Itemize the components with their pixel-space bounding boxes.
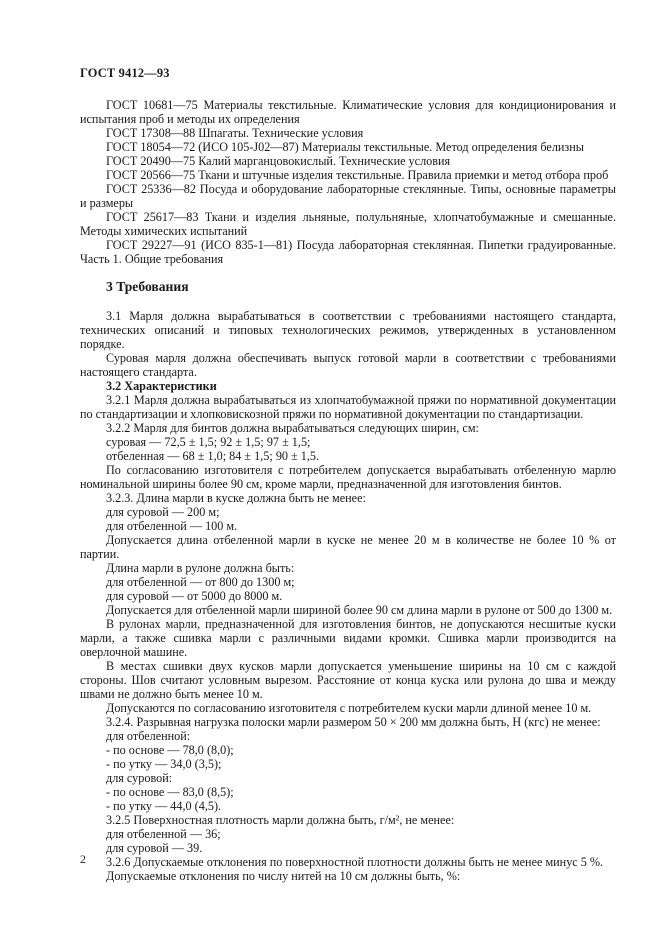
paragraph: 3.2.5 Поверхностная плотность марли должна быть, г/м², не менее: <box>106 813 455 827</box>
list-line: - по основе — 78,0 (8,0); <box>106 743 234 757</box>
list-line: суровая — 72,5 ± 1,5; 92 ± 1,5; 97 ± 1,5; <box>106 435 311 449</box>
list-line: для суровой — 39. <box>106 841 203 855</box>
list-line: для суровой — от 5000 до 8000 м. <box>106 589 283 603</box>
paragraph: 3.2.1 Марля должна вырабатываться из хлопчатобумажной пряжи по нормативной документации по стандартизации и хлопковискозной пряжи по нормативной документации по стандартизации. <box>80 393 616 421</box>
reference-item: ГОСТ 17308—88 Шпагаты. Технические условия <box>106 126 364 140</box>
paragraph: Суровая марля должна обеспечивать выпуск готовой марли в соответствии с требованиями настоящего стандарта. <box>80 351 616 379</box>
list-line: для суровой: <box>106 771 173 785</box>
paragraph: По согласованию изготовителя с потребителем допускается вырабатывать отбеленную марлю номинальной ширины более 90 см, кроме марли, предназначенной для изготовления бинтов. <box>80 463 616 491</box>
paragraph: 3.2.4. Разрывная нагрузка полоски марли размером 50 × 200 мм должна быть, Н (кгс) не менее: <box>106 715 601 729</box>
paragraph: В рулонах марли, предназначенной для изготовления бинтов, не допускаются несшитые куски марли, а также сшивка марли с различными видами кромки. Сшивка марли производится на оверлочной машине. <box>80 617 616 659</box>
reference-item: ГОСТ 10681—75 Материалы текстильные. Климатические условия для кондиционирования и испытания проб и методы их определения <box>80 98 616 126</box>
subsection-title: 3.2 Характеристики <box>106 379 217 393</box>
paragraph: 3.2.3. Длина марли в куске должна быть не менее: <box>106 491 366 505</box>
paragraph: 3.2.2 Марля для бинтов должна вырабатываться следующих ширин, см: <box>106 421 479 435</box>
reference-item: ГОСТ 29227—91 (ИСО 835-1—81) Посуда лабораторная стеклянная. Пипетки градуированные. Часть 1. Общие требования <box>80 238 616 266</box>
paragraph: Длина марли в рулоне должна быть: <box>106 561 295 575</box>
list-line: - по основе — 83,0 (8,5); <box>106 785 234 799</box>
paragraph: Допускается для отбеленной марли шириной более 90 см длина марли в рулоне от 500 до 1300 м. <box>106 603 613 617</box>
references-list <box>80 98 616 266</box>
paragraph: Допускаются по согласованию изготовителя с потребителем куски марли длиной менее 10 м. <box>106 701 592 715</box>
paragraph: Допускается длина отбеленной марли в куске не менее 20 м в количестве не более 10 % от партии. <box>80 533 616 561</box>
document-header: ГОСТ 9412—93 <box>80 66 170 80</box>
list-line: для отбеленной — от 800 до 1300 м; <box>106 575 295 589</box>
reference-item: ГОСТ 20566—75 Ткани и штучные изделия текстильные. Правила приемки и метод отбора проб <box>106 168 609 182</box>
list-line: - по утку — 44,0 (4,5). <box>106 799 222 813</box>
list-line: для суровой — 200 м; <box>106 505 220 519</box>
section-title: 3 Требования <box>106 279 189 294</box>
reference-item: ГОСТ 20490—75 Калий марганцовокислый. Технические условия <box>106 154 451 168</box>
list-line: для отбеленной: <box>106 729 191 743</box>
reference-item: ГОСТ 18054—72 (ИСО 105-J02—87) Материалы текстильные. Метод определения белизны <box>106 140 584 154</box>
section-body <box>80 309 616 883</box>
reference-item: ГОСТ 25617—83 Ткани и изделия льняные, полульняные, хлопчатобумажные и смешанные. Методы химических испытаний <box>80 210 616 238</box>
list-line: для отбеленной — 36; <box>106 827 221 841</box>
paragraph: 3.1 Марля должна вырабатываться в соответствии с требованиями настоящего стандарта, технических описаний и типовых технологических режимов, утвержденных в установленном порядке. <box>80 309 616 351</box>
list-line: - по утку — 34,0 (3,5); <box>106 757 222 771</box>
list-line: для отбеленной — 100 м. <box>106 519 238 533</box>
page-number: 2 <box>80 852 86 866</box>
paragraph: В местах сшивки двух кусков марли допускается уменьшение ширины на 10 см с каждой стороны. Шов считают условным вырезом. Расстояние от конца куска или рулона до шва и между швами не должно быть менее 10 м. <box>80 659 616 701</box>
list-line: отбеленная — 68 ± 1,0; 84 ± 1,5; 90 ± 1,5. <box>106 449 320 463</box>
reference-item: ГОСТ 25336—82 Посуда и оборудование лабораторные стеклянные. Типы, основные параметры и размеры <box>80 182 616 210</box>
paragraph: Допускаемые отклонения по числу нитей на 10 см должны быть, %: <box>106 869 461 883</box>
paragraph: 3.2.6 Допускаемые отклонения по поверхностной плотности должны быть не менее минус 5 %. <box>106 855 604 869</box>
